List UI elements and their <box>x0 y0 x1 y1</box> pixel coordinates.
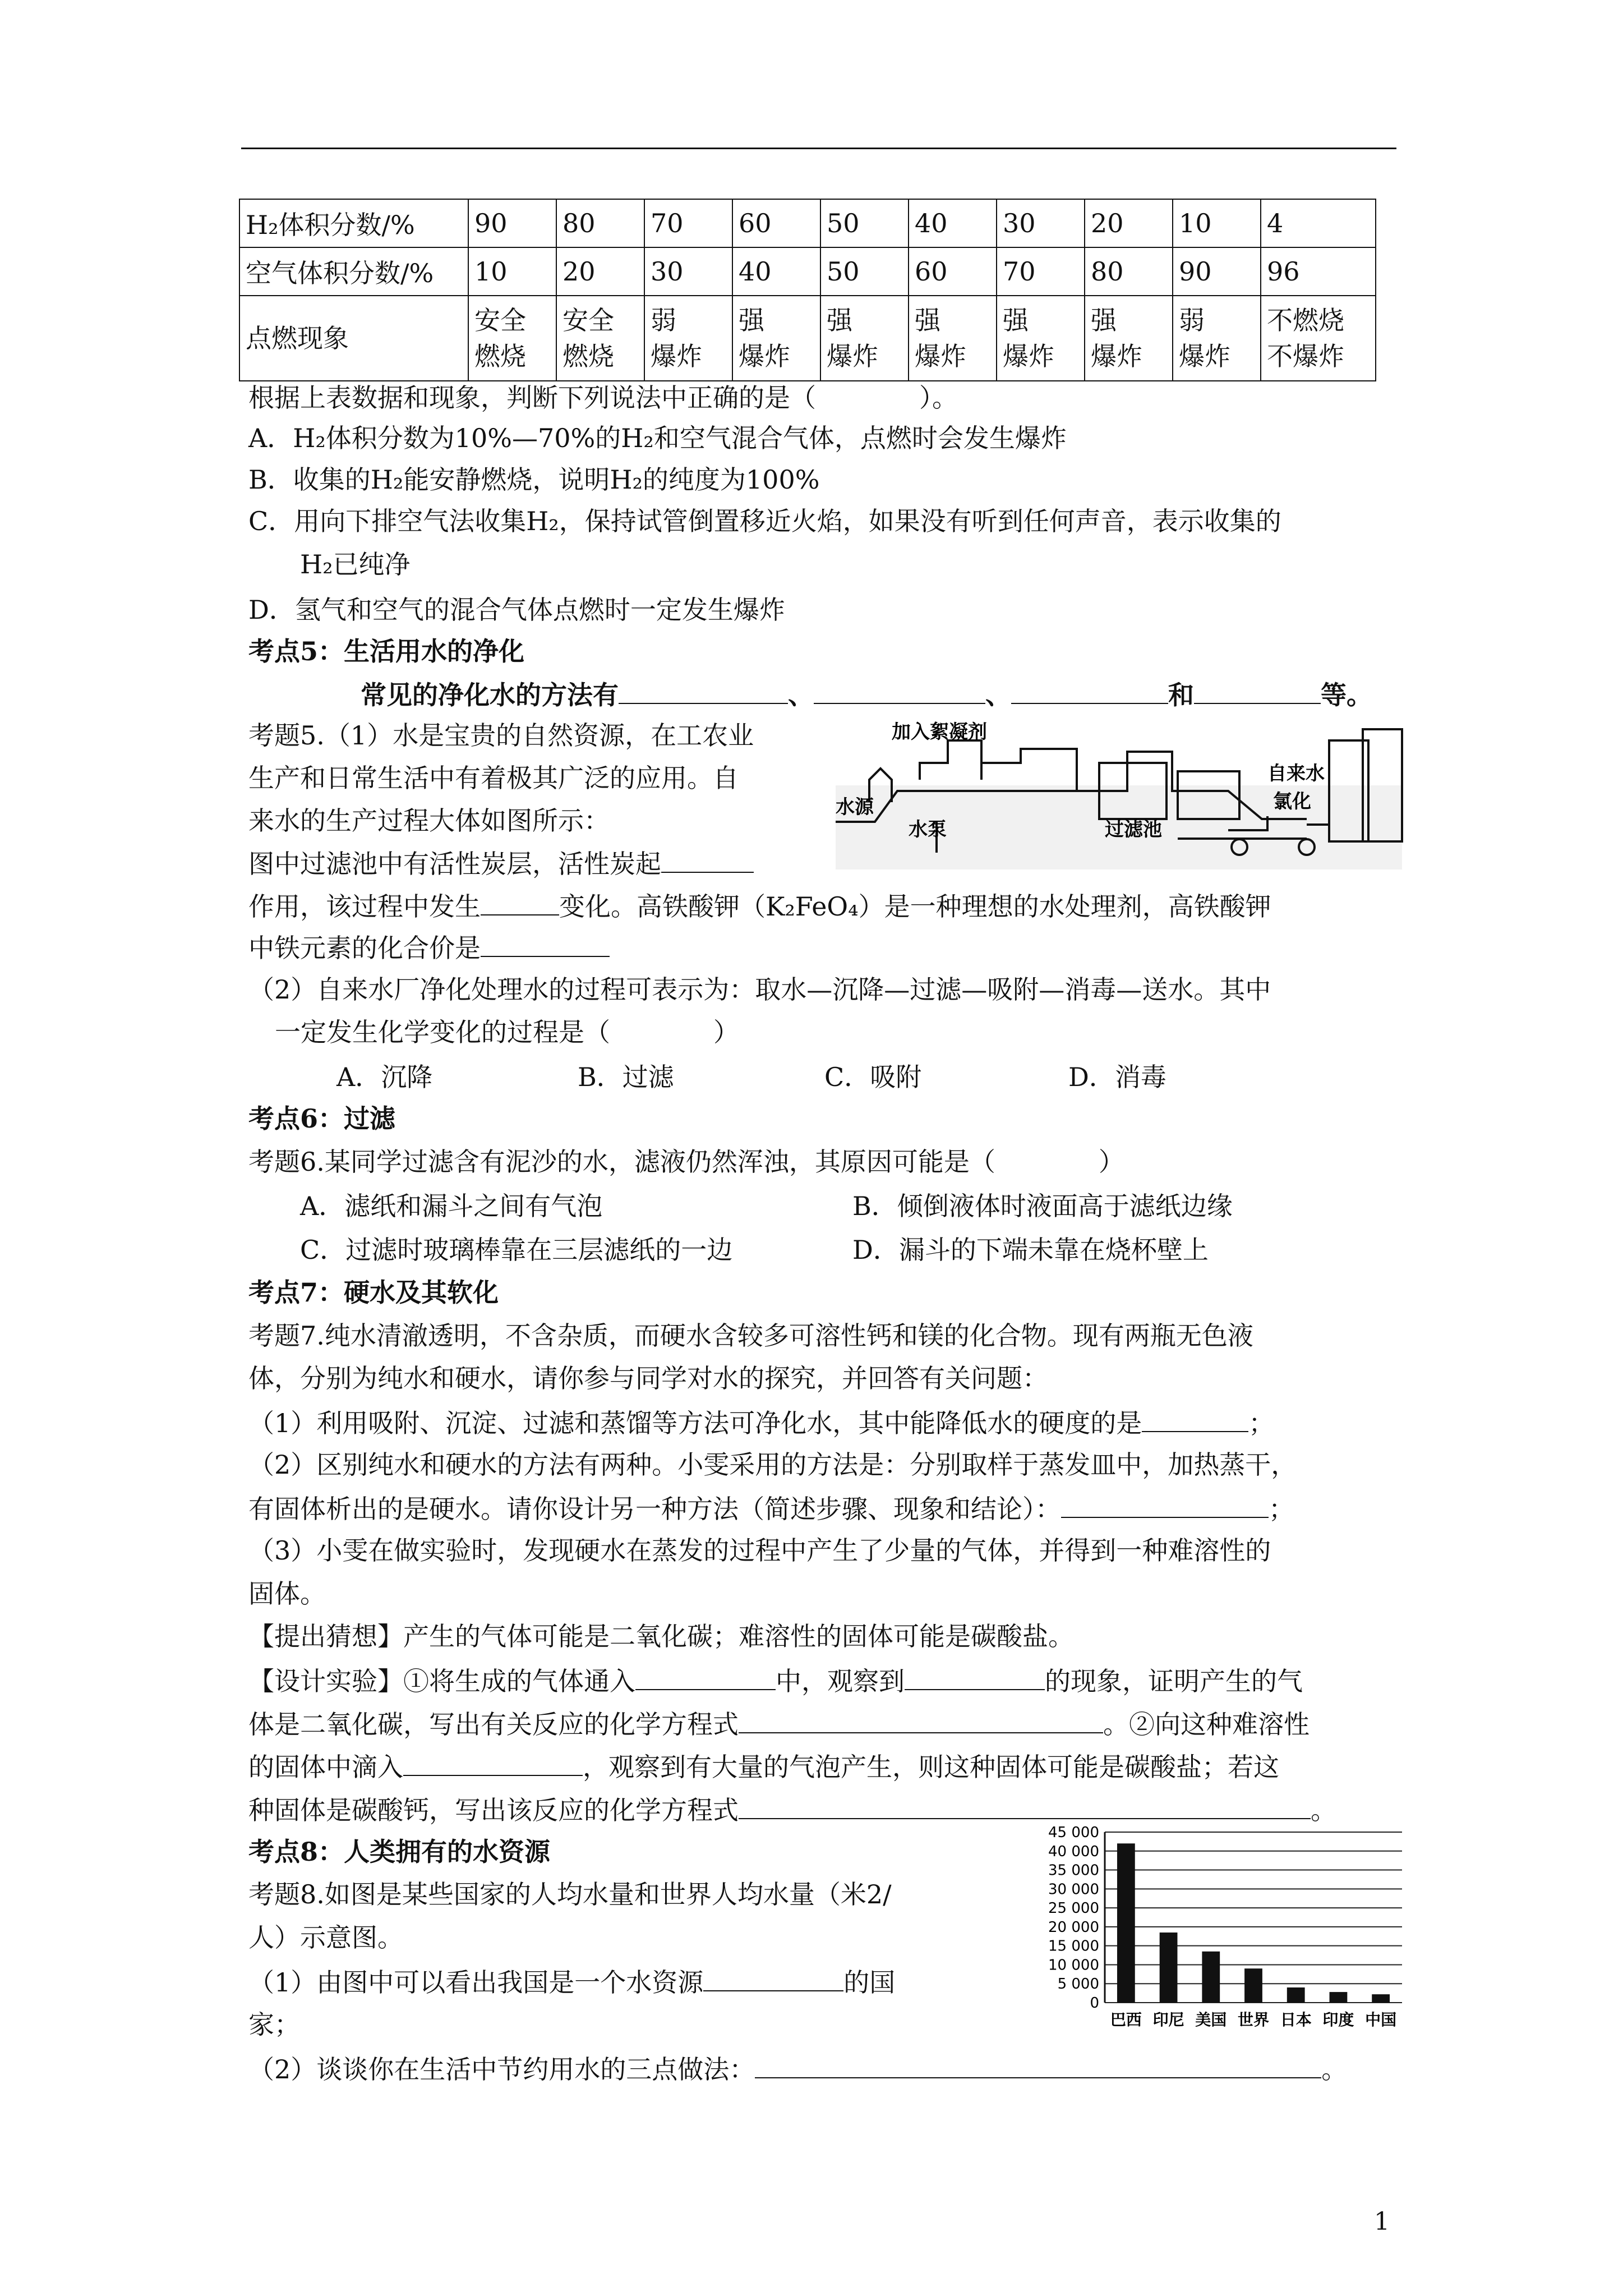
table-cell: 80 <box>556 199 644 247</box>
q6-option-a: A．滤纸和漏斗之间有气泡 <box>300 1191 603 1221</box>
line-text: 。②向这种难溶性 <box>1103 1709 1310 1740</box>
q8-text: 家； <box>248 2009 300 2040</box>
answer-blank[interactable] <box>403 1749 583 1776</box>
q4-stem: 根据上表数据和现象，判断下列说法中正确的是（ ）。 <box>248 383 958 413</box>
y-tick-label: 40 000 <box>1048 1843 1099 1860</box>
table-cell <box>644 296 732 381</box>
answer-blank[interactable] <box>905 1663 1045 1690</box>
bar <box>1330 1992 1348 2003</box>
q7-text <box>248 1749 1279 1783</box>
table-cell: 50 <box>820 199 909 247</box>
table-cell: 4 <box>1261 199 1376 247</box>
q7-text: （2）区别纯水和硬水的方法有两种。小雯采用的方法是：分别取样于蒸发皿中，加热蒸干， <box>248 1450 1297 1480</box>
table-cell <box>820 296 909 381</box>
x-tick-label: 日本 <box>1280 2010 1312 2029</box>
bar <box>1117 1843 1135 2003</box>
table-cell: 70 <box>644 199 732 247</box>
y-tick-label: 20 000 <box>1048 1918 1099 1936</box>
q4-option-b: B．收集的H₂能安静燃烧，说明H₂的纯度为100% <box>248 464 820 495</box>
table-cell: 96 <box>1261 247 1376 296</box>
cell-line: 安全 <box>562 305 614 335</box>
y-tick-label: 35 000 <box>1048 1862 1099 1879</box>
answer-blank[interactable] <box>635 1663 776 1690</box>
q5-text: 考题5.（1）水是宝贵的自然资源，在工农业 <box>248 720 754 751</box>
x-tick-label: 印尼 <box>1152 2010 1184 2029</box>
q4-option-d: D．氢气和空气的混合气体点燃时一定发生爆炸 <box>248 595 785 625</box>
q7-text <box>248 1405 1274 1439</box>
q7-text <box>248 1792 1336 1826</box>
cell-line: 燃烧 <box>562 341 614 371</box>
answer-blank[interactable] <box>481 889 559 915</box>
y-tick-label: 15 000 <box>1048 1938 1099 1955</box>
q6-option-c: C．过滤时玻璃棒靠在三层滤纸的一边 <box>300 1235 733 1265</box>
q6-stem: 考题6.某同学过滤含有泥沙的水，滤液仍然浑浊，其原因可能是（ ） <box>248 1147 1124 1177</box>
q5-option-a: A．沉降 <box>336 1062 433 1092</box>
y-tick-label: 30 000 <box>1048 1881 1099 1898</box>
answer-blank[interactable] <box>619 677 788 704</box>
answer-blank[interactable] <box>1061 1491 1269 1518</box>
diagram-label-chlorination: 氯化 <box>1273 790 1311 813</box>
x-tick-label: 巴西 <box>1110 2010 1142 2029</box>
answer-blank[interactable] <box>661 846 754 873</box>
line-text: 的固体中滴入 <box>248 1752 403 1782</box>
line-text: 和 <box>1168 680 1194 710</box>
cell-line: 爆炸 <box>915 341 966 371</box>
table-cell: 10 <box>468 247 556 296</box>
cell-line: 强 <box>739 305 764 335</box>
line-text: 常见的净化水的方法有 <box>361 680 619 710</box>
answer-blank[interactable] <box>755 2051 1321 2078</box>
line-text: 有固体析出的是硬水。请你设计另一种方法（简述步骤、现象和结论）： <box>248 1494 1061 1524</box>
y-tick-label: 5 000 <box>1057 1976 1099 1993</box>
bar <box>1372 1994 1390 2003</box>
section-heading: 考点7：硬水及其软化 <box>248 1277 499 1308</box>
q7-text: 【提出猜想】产生的气体可能是二氧化碳；难溶性的固体可能是碳酸盐。 <box>248 1621 1074 1651</box>
answer-blank[interactable] <box>1142 1405 1248 1432</box>
line-text: 变化。高铁酸钾（K₂FeO₄）是一种理想的水处理剂，高铁酸钾 <box>559 891 1271 922</box>
h2-explosion-table <box>239 199 1376 381</box>
answer-blank[interactable] <box>481 930 610 957</box>
q6-option-d: D．漏斗的下端未靠在烧杯壁上 <box>852 1235 1209 1265</box>
table-cell <box>732 296 820 381</box>
cell-line: 不爆炸 <box>1267 341 1344 371</box>
q5-text: 一定发生化学变化的过程是（ ） <box>275 1017 739 1047</box>
cell-line: 强 <box>1091 305 1117 335</box>
x-tick-label: 世界 <box>1237 2010 1270 2029</box>
y-tick-label: 45 000 <box>1048 1824 1099 1841</box>
table-cell: 10 <box>1173 199 1261 247</box>
q5-option-c: C．吸附 <box>824 1062 922 1092</box>
table-cell: 40 <box>732 247 820 296</box>
cell-line: 爆炸 <box>739 341 790 371</box>
answer-blank[interactable] <box>814 677 985 704</box>
line-text: （2）谈谈你在生活中节约用水的三点做法： <box>248 2054 755 2085</box>
line-text: 的现象，证明产生的气 <box>1045 1666 1303 1696</box>
table-row-label: 空气体积分数/% <box>239 247 468 296</box>
q5-option-b: B．过滤 <box>578 1062 674 1092</box>
q7-text: 考题7.纯水清澈透明，不含杂质，而硬水含较多可溶性钙和镁的化合物。现有两瓶无色液 <box>248 1320 1253 1351</box>
answer-blank[interactable] <box>703 1964 843 1991</box>
cell-line: 爆炸 <box>1003 341 1054 371</box>
line-text: ，观察到有大量的气泡产生，则这种固体可能是碳酸盐；若这 <box>583 1752 1279 1782</box>
line-text: 。 <box>1311 1795 1336 1825</box>
table-cell: 50 <box>820 247 909 296</box>
x-tick-label: 印度 <box>1322 2010 1354 2029</box>
section-heading: 考点5：生活用水的净化 <box>248 636 525 666</box>
q5-text <box>248 846 754 880</box>
bar <box>1202 1952 1220 2003</box>
table-cell: 90 <box>1173 247 1261 296</box>
water-treatment-diagram <box>836 718 1408 875</box>
q5-text <box>248 889 1271 923</box>
table-cell: 20 <box>1085 199 1173 247</box>
answer-blank[interactable] <box>739 1792 1311 1819</box>
answer-blank[interactable] <box>739 1706 1103 1733</box>
table-row <box>239 296 1376 381</box>
q7-text <box>248 1663 1303 1697</box>
cell-line: 爆炸 <box>827 341 878 371</box>
table-cell: 20 <box>556 247 644 296</box>
table-cell: 60 <box>909 247 997 296</box>
line-text: 的国 <box>843 1967 896 1998</box>
table-row <box>239 247 1376 296</box>
cell-line: 爆炸 <box>1179 341 1230 371</box>
purification-methods-line <box>361 677 1372 712</box>
diagram-label-source: 水源 <box>836 796 874 818</box>
table-cell <box>1261 296 1376 381</box>
x-tick-label: 美国 <box>1195 2010 1227 2029</box>
q5-text <box>248 930 610 964</box>
line-text: （1）利用吸附、沉淀、过滤和蒸馏等方法可净化水，其中能降低水的硬度的是 <box>248 1408 1142 1438</box>
cell-line: 强 <box>1003 305 1029 335</box>
table-cell: 60 <box>732 199 820 247</box>
q6-option-b: B．倾倒液体时液面高于滤纸边缘 <box>852 1191 1233 1221</box>
table-cell: 30 <box>644 247 732 296</box>
line-text: 等。 <box>1321 680 1372 710</box>
cell-line: 爆炸 <box>651 341 702 371</box>
q5-text: （2）自来水厂净化处理水的过程可表示为：取水—沉降—过滤—吸附—消毒—送水。其中 <box>248 974 1271 1005</box>
cell-line: 强 <box>915 305 940 335</box>
line-text: 种固体是碳酸钙，写出该反应的化学方程式 <box>248 1795 739 1825</box>
bar <box>1160 1932 1178 2003</box>
line-text: ； <box>1248 1408 1275 1438</box>
y-tick-label: 0 <box>1090 1995 1099 2012</box>
section-heading: 考点8：人类拥有的水资源 <box>248 1837 551 1867</box>
q4-option-c-cont: H₂已纯净 <box>300 549 411 579</box>
cell-line: 弱 <box>651 305 676 335</box>
cell-line: 燃烧 <box>474 341 526 371</box>
q8-text <box>248 2051 1347 2086</box>
table-cell <box>1173 296 1261 381</box>
bar <box>1244 1968 1262 2003</box>
line-text: 、 <box>985 680 1011 710</box>
y-tick-label: 25 000 <box>1048 1900 1099 1917</box>
answer-blank[interactable] <box>1194 677 1321 704</box>
cell-line: 弱 <box>1179 305 1205 335</box>
cell-line: 爆炸 <box>1091 341 1142 371</box>
table-cell: 90 <box>468 199 556 247</box>
line-text: ； <box>1269 1494 1294 1524</box>
table-cell <box>997 296 1085 381</box>
q4-option-a: A．H₂体积分数为10%—70%的H₂和空气混合气体，点燃时会发生爆炸 <box>248 423 1067 453</box>
line-text: 作用，该过程中发生 <box>248 891 481 922</box>
q7-text: 体，分别为纯水和硬水，请你参与同学对水的探究，并回答有关问题： <box>248 1363 1048 1393</box>
y-tick-label: 10 000 <box>1048 1957 1099 1974</box>
table-cell <box>556 296 644 381</box>
diagram-label-tap: 自来水 <box>1267 762 1325 785</box>
q7-text: （3）小雯在做实验时，发现硬水在蒸发的过程中产生了少量的气体，并得到一种难溶性的 <box>248 1535 1271 1566</box>
table-cell: 40 <box>909 199 997 247</box>
x-tick-label: 中国 <box>1365 2010 1397 2029</box>
q5-text: 来水的生产过程大体如图所示： <box>248 806 610 836</box>
bar <box>1287 1987 1305 2003</box>
table-cell: 80 <box>1085 247 1173 296</box>
diagram-label-filter: 过滤池 <box>1105 818 1162 841</box>
diagram-label-coagulant: 加入絮凝剂 <box>892 721 987 743</box>
cell-line: 强 <box>827 305 852 335</box>
table-row-label: 点燃现象 <box>239 296 468 381</box>
answer-blank[interactable] <box>1011 677 1168 704</box>
diagram-label-pump: 水泵 <box>909 818 947 841</box>
water-per-capita-chart <box>1021 1823 1408 2036</box>
q4-option-c: C．用向下排空气法收集H₂，保持试管倒置移近火焰，如果没有听到任何声音，表示收集的 <box>248 506 1281 536</box>
q8-text: 考题8.如图是某些国家的人均水量和世界人均水量（米2/ <box>248 1879 892 1910</box>
q5-option-d: D．消毒 <box>1068 1062 1166 1092</box>
table-row-label: H₂体积分数/% <box>239 199 468 247</box>
line-text: 体是二氧化碳，写出有关反应的化学方程式 <box>248 1709 739 1740</box>
cell-line: 安全 <box>474 305 526 335</box>
table-cell: 70 <box>997 247 1085 296</box>
q7-text: 固体。 <box>248 1579 326 1609</box>
page-number: 1 <box>1374 2207 1390 2236</box>
section-heading: 考点6：过滤 <box>248 1103 396 1134</box>
table-cell: 30 <box>997 199 1085 247</box>
q7-text <box>248 1706 1310 1741</box>
table-cell <box>468 296 556 381</box>
line-text: 【设计实验】①将生成的气体通入 <box>248 1666 635 1696</box>
table-cell <box>1085 296 1173 381</box>
q7-text <box>248 1491 1294 1525</box>
line-text: 。 <box>1321 2054 1348 2085</box>
q5-text: 生产和日常生活中有着极其广泛的应用。自 <box>248 763 739 793</box>
line-text: 中，观察到 <box>776 1666 905 1696</box>
cell-line: 不燃烧 <box>1267 305 1344 335</box>
line-text: （1）由图中可以看出我国是一个水资源 <box>248 1967 704 1998</box>
table-cell <box>909 296 997 381</box>
q8-text: 人）示意图。 <box>248 1922 403 1953</box>
header-rule <box>241 148 1396 149</box>
q8-text <box>248 1964 895 1999</box>
line-text: 、 <box>788 680 814 710</box>
line-text: 中铁元素的化合价是 <box>248 933 481 963</box>
line-text: 图中过滤池中有活性炭层，活性炭起 <box>248 849 661 879</box>
table-row <box>239 199 1376 247</box>
